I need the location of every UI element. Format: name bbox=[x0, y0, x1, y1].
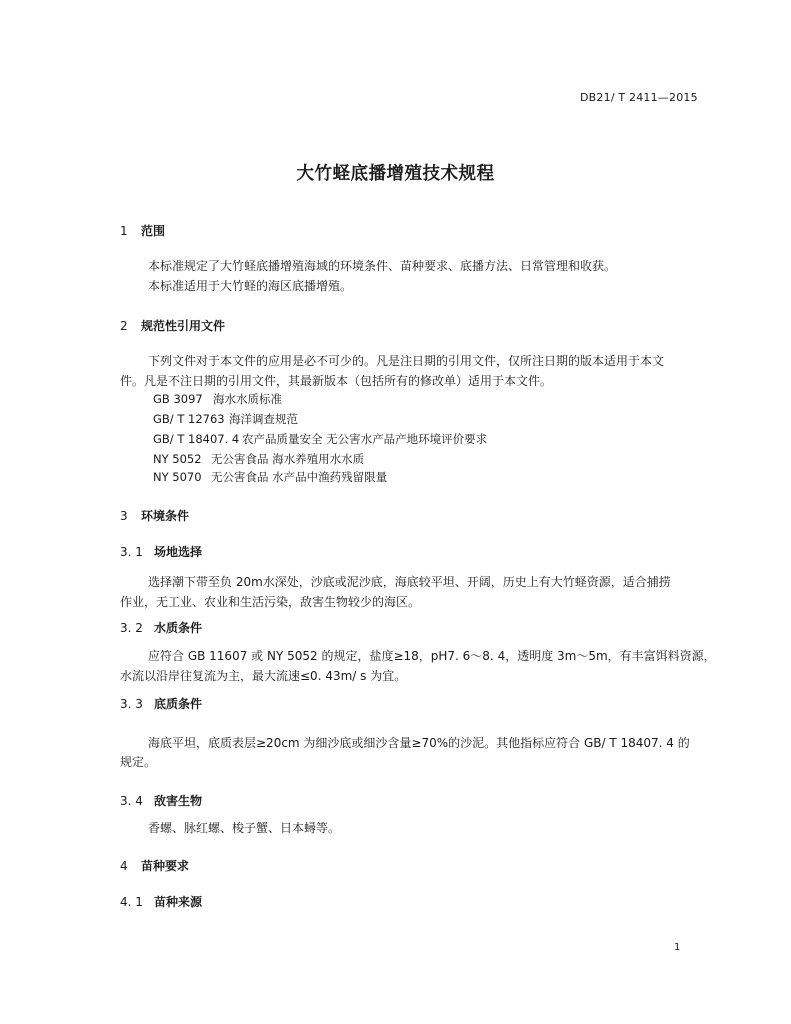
section-number: 1 bbox=[120, 224, 128, 238]
subsection-title: 底质条件 bbox=[154, 697, 203, 711]
subsection-title: 苗种来源 bbox=[154, 895, 203, 909]
section-number: 3 bbox=[120, 509, 128, 523]
paragraph-line: 水流以沿岸往复流为主，最大流速≤0. 43m/ s 为宜。 bbox=[120, 669, 407, 683]
paragraph-line: 海底平坦，底质表层≥20cm 为细沙底或细沙含量≥70%的沙泥。其他指标应符合 GB/ T 18407. 4 的 bbox=[148, 736, 690, 750]
section-number: 4 bbox=[120, 859, 128, 873]
reference-code: GB/ T 18407. 4 bbox=[153, 432, 240, 446]
subsection-title: 场地选择 bbox=[154, 545, 203, 559]
paragraph-line: 应符合 GB 11607 或 NY 5052 的规定，盐度≥18，pH7. 6～8. 4，透明度 3m～5m，有丰富饵料资源， bbox=[148, 649, 716, 663]
subsection-4-1-heading bbox=[120, 893, 202, 910]
paragraph-line: 作业，无工业、农业和生活污染，敌害生物较少的海区。 bbox=[120, 595, 421, 609]
subsection-3-4-heading bbox=[120, 792, 202, 809]
page-number: 1 bbox=[674, 942, 681, 953]
section-title: 环境条件 bbox=[141, 509, 190, 523]
section-1-heading bbox=[120, 222, 165, 239]
section-2-heading bbox=[120, 317, 225, 334]
subsection-3-2-heading bbox=[120, 619, 202, 636]
paragraph-line: 下列文件对于本文件的应用是必不可少的。凡是注日期的引用文件，仅所注日期的版本适用于本文 bbox=[148, 354, 665, 368]
paragraph-line: 件。凡是不注日期的引用文件，其最新版本（包括所有的修改单）适用于本文件。 bbox=[120, 374, 553, 388]
section-3-heading bbox=[120, 507, 189, 524]
reference-code: GB 3097 bbox=[153, 392, 203, 406]
standard-code: DB21/ T 2411—2015 bbox=[580, 91, 698, 104]
section-title: 苗种要求 bbox=[141, 859, 190, 873]
section-number: 2 bbox=[120, 319, 128, 333]
reference-name: 海水水质标准 bbox=[213, 392, 282, 406]
normative-reference bbox=[153, 467, 387, 487]
subsection-3-3-heading bbox=[120, 695, 202, 712]
paragraph-line: 规定。 bbox=[120, 755, 157, 769]
reference-name: 无公害食品 海水养殖用水水质 bbox=[211, 452, 365, 466]
paragraph-line: 香螺、脉红螺、梭子蟹、日本蟳等。 bbox=[148, 821, 341, 835]
reference-name: 无公害食品 水产品中渔药残留限量 bbox=[211, 470, 388, 484]
subsection-number: 3. 4 bbox=[120, 794, 143, 808]
document-title: 大竹蛏底播增殖技术规程 bbox=[296, 164, 495, 184]
section-title: 范围 bbox=[141, 224, 166, 238]
reference-name: 海洋调查规范 bbox=[229, 412, 298, 426]
reference-name: 农产品质量安全 无公害水产品产地环境评价要求 bbox=[242, 432, 488, 446]
subsection-number: 3. 1 bbox=[120, 545, 143, 559]
normative-reference bbox=[153, 389, 282, 409]
reference-code: NY 5070 bbox=[153, 470, 202, 484]
subsection-number: 4. 1 bbox=[120, 895, 143, 909]
subsection-3-1-heading bbox=[120, 543, 202, 560]
reference-code: GB/ T 12763 bbox=[153, 412, 225, 426]
normative-reference bbox=[153, 449, 364, 469]
section-4-heading bbox=[120, 857, 189, 874]
reference-code: NY 5052 bbox=[153, 452, 202, 466]
subsection-title: 敌害生物 bbox=[154, 794, 203, 808]
paragraph-line: 选择潮下带至负 20m水深处，沙底或泥沙底，海底较平坦、开阔，历史上有大竹蛏资源，适合捕捞 bbox=[148, 575, 671, 589]
section-title: 规范性引用文件 bbox=[141, 319, 226, 333]
subsection-title: 水质条件 bbox=[154, 621, 203, 635]
normative-reference bbox=[153, 429, 487, 449]
subsection-number: 3. 2 bbox=[120, 621, 143, 635]
paragraph-line: 本标准规定了大竹蛏底播增殖海域的环境条件、苗种要求、底播方法、日常管理和收获。 bbox=[148, 259, 617, 273]
subsection-number: 3. 3 bbox=[120, 697, 143, 711]
paragraph-line: 本标准适用于大竹蛏的海区底播增殖。 bbox=[148, 279, 353, 293]
normative-reference bbox=[153, 409, 298, 429]
